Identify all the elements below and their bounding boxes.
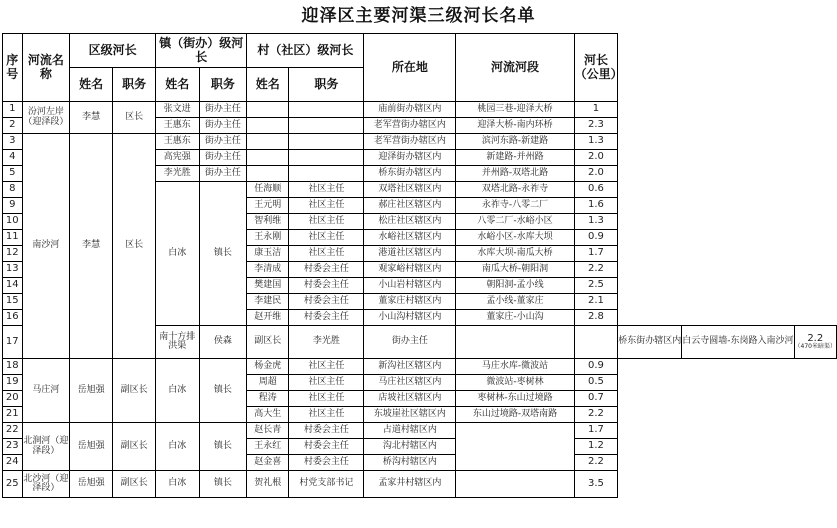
village-name-cell: 赵长青 — [247, 423, 289, 439]
town-name-cell: 白冰 — [156, 182, 199, 326]
location-cell: 庙前街办辖区内 — [364, 102, 456, 118]
length-cell: 3.5 — [574, 471, 618, 498]
village-duty-cell: 村委会主任 — [289, 423, 364, 439]
town-name-cell: 白冰 — [156, 423, 199, 471]
town-duty-cell: 镇长 — [199, 359, 247, 423]
town-duty-cell: 镇长 — [199, 423, 247, 471]
header-town-name: 姓名 — [156, 68, 199, 102]
village-name-cell: 康玉洁 — [247, 246, 289, 262]
village-name-cell: 杨金虎 — [247, 359, 289, 375]
table-row — [3, 102, 837, 118]
header-town: 镇（街办）级河长 — [156, 34, 247, 68]
seq-cell: 12 — [3, 246, 23, 262]
village-name-cell: 任海顺 — [247, 182, 289, 198]
length-cell: 1 — [574, 102, 618, 118]
seq-cell: 5 — [3, 166, 23, 182]
village-duty-cell: 村委会主任 — [289, 439, 364, 455]
river-chief-table — [2, 33, 837, 498]
location-cell: 港道社区辖区内 — [364, 246, 456, 262]
table-row — [3, 359, 837, 375]
town-name-cell: 李光胜 — [289, 326, 364, 359]
header-village: 村（社区）级河长 — [247, 34, 364, 68]
location-cell: 东坡崖社区辖区内 — [364, 407, 456, 423]
town-name-cell: 高宪强 — [156, 150, 199, 166]
district-name-cell: 岳旭强 — [70, 471, 113, 498]
village-duty-cell: 社区主任 — [289, 214, 364, 230]
village-duty-cell: 社区主任 — [289, 391, 364, 407]
header-river: 河流名称 — [22, 34, 70, 102]
segment-cell: 白云寺圆墙-东岗路入南沙河 — [682, 326, 794, 359]
seq-cell: 9 — [3, 198, 23, 214]
segment-cell — [456, 471, 574, 498]
district-name-cell: 岳旭强 — [70, 423, 113, 471]
village-name-cell: 王元明 — [247, 198, 289, 214]
district-duty-cell: 副区长 — [113, 359, 156, 423]
town-name-cell: 王惠东 — [156, 118, 199, 134]
location-cell: 孟家井村辖区内 — [364, 471, 456, 498]
village-duty-cell — [289, 102, 364, 118]
village-name-cell — [247, 150, 289, 166]
length-value: 2.2 — [807, 332, 824, 344]
district-duty-cell: 区长 — [113, 134, 156, 359]
header-town-duty: 职务 — [199, 68, 247, 102]
village-name-cell: 李建民 — [247, 294, 289, 310]
village-name-cell — [247, 134, 289, 150]
segment-cell: 并州路-双塔北路 — [456, 166, 574, 182]
village-name-cell: 智利维 — [247, 214, 289, 230]
district-duty-cell: 区长 — [113, 102, 156, 134]
village-duty-cell — [289, 166, 364, 182]
district-name-cell: 岳旭强 — [70, 359, 113, 423]
village-duty-cell: 社区主任 — [289, 359, 364, 375]
segment-cell: 桃园三巷-迎泽大桥 — [456, 102, 574, 118]
village-name-cell: 樊建国 — [247, 278, 289, 294]
segment-cell: 永祚寺-八零二厂 — [456, 198, 574, 214]
location-cell: 郝庄社区辖区内 — [364, 198, 456, 214]
segment-cell: 双塔北路-永祚寺 — [456, 182, 574, 198]
segment-cell: 水峪小区-水库大坝 — [456, 230, 574, 246]
village-duty-cell: 社区主任 — [289, 375, 364, 391]
segment-cell: 东山过境路-双塔南路 — [456, 407, 574, 423]
segment-cell — [456, 423, 574, 471]
village-duty-cell: 社区主任 — [289, 407, 364, 423]
seq-cell: 18 — [3, 359, 23, 375]
location-cell: 桥沟村辖区内 — [364, 455, 456, 471]
length-cell: 2.0 — [574, 150, 618, 166]
district-name-cell: 李慧 — [70, 134, 113, 359]
town-duty-cell: 街办主任 — [199, 102, 247, 118]
seq-cell: 4 — [3, 150, 23, 166]
town-duty-cell: 镇长 — [199, 471, 247, 498]
river-name-cell: 马庄河 — [22, 359, 70, 423]
village-duty-cell: 社区主任 — [289, 182, 364, 198]
length-cell: 2.2 — [574, 455, 618, 471]
location-cell: 沟北村辖区内 — [364, 439, 456, 455]
header-village-duty: 职务 — [289, 68, 364, 102]
seq-cell: 23 — [3, 439, 23, 455]
village-name-cell — [247, 118, 289, 134]
length-cell — [794, 326, 836, 359]
length-cell: 1.2 — [574, 439, 618, 455]
location-cell: 小山岩村辖区内 — [364, 278, 456, 294]
village-name-cell: 周超 — [247, 375, 289, 391]
segment-cell: 新建路-并州路 — [456, 150, 574, 166]
length-cell: 0.5 — [574, 375, 618, 391]
length-cell: 2.0 — [574, 166, 618, 182]
town-name-cell: 张文进 — [156, 102, 199, 118]
river-name-cell: 汾河左岸（迎泽段） — [22, 102, 70, 134]
length-cell: 0.6 — [574, 182, 618, 198]
village-duty-cell — [289, 118, 364, 134]
length-cell: 1.7 — [574, 246, 618, 262]
village-name-cell: 李清成 — [247, 262, 289, 278]
village-name-cell — [456, 326, 574, 359]
seq-cell: 1 — [3, 102, 23, 118]
location-cell: 迎泽街办辖区内 — [364, 150, 456, 166]
location-cell: 老军营街办辖区内 — [364, 134, 456, 150]
district-duty-cell: 副区长 — [113, 423, 156, 471]
village-duty-cell: 社区主任 — [289, 246, 364, 262]
header-seq: 序号 — [3, 34, 23, 102]
segment-cell: 微波站-枣树林 — [456, 375, 574, 391]
seq-cell: 19 — [3, 375, 23, 391]
village-duty-cell — [574, 326, 618, 359]
location-cell: 新沟社区辖区内 — [364, 359, 456, 375]
seq-cell: 24 — [3, 455, 23, 471]
segment-cell: 八零二厂-水峪小区 — [456, 214, 574, 230]
seq-cell: 20 — [3, 391, 23, 407]
location-cell: 桥东街办辖区内 — [618, 326, 682, 359]
header-segment: 河流河段 — [456, 34, 574, 102]
length-cell: 2.3 — [574, 118, 618, 134]
village-name-cell — [247, 102, 289, 118]
location-cell: 占道村辖区内 — [364, 423, 456, 439]
segment-cell: 枣树林-东山过境路 — [456, 391, 574, 407]
location-cell: 观家峪村辖区内 — [364, 262, 456, 278]
header-district-duty: 职务 — [113, 68, 156, 102]
length-cell: 0.9 — [574, 230, 618, 246]
length-cell: 2.8 — [574, 310, 618, 326]
length-cell: 1.3 — [574, 134, 618, 150]
town-duty-cell: 街办主任 — [364, 326, 456, 359]
village-name-cell — [247, 166, 289, 182]
village-duty-cell: 村委会主任 — [289, 278, 364, 294]
location-cell: 松庄社区辖区内 — [364, 214, 456, 230]
segment-cell: 董家庄-小山沟 — [456, 310, 574, 326]
location-cell: 桥东街办辖区内 — [364, 166, 456, 182]
village-duty-cell — [289, 134, 364, 150]
district-name-cell: 李慧 — [70, 102, 113, 134]
length-cell: 2.1 — [574, 294, 618, 310]
town-duty-cell: 街办主任 — [199, 150, 247, 166]
table-row — [3, 471, 837, 498]
village-duty-cell: 社区主任 — [289, 198, 364, 214]
seq-cell: 14 — [3, 278, 23, 294]
village-duty-cell: 村委会主任 — [289, 455, 364, 471]
length-cell: 0.9 — [574, 359, 618, 375]
town-duty-cell: 街办主任 — [199, 118, 247, 134]
village-name-cell: 贺礼根 — [247, 471, 289, 498]
length-cell: 1.6 — [574, 198, 618, 214]
header-location: 所在地 — [364, 34, 456, 102]
header-village-name: 姓名 — [247, 68, 289, 102]
location-cell: 水峪社区辖区内 — [364, 230, 456, 246]
header-district-name: 姓名 — [70, 68, 113, 102]
village-name-cell: 赵开维 — [247, 310, 289, 326]
town-duty-cell: 镇长 — [199, 182, 247, 326]
district-duty-cell: 副区长 — [247, 326, 289, 359]
document-title: 迎泽区主要河渠三级河长名单 — [301, 6, 536, 26]
village-duty-cell: 社区主任 — [289, 230, 364, 246]
segment-cell: 马庄水库-微波站 — [456, 359, 574, 375]
river-name-cell: 南沙河 — [22, 134, 70, 359]
location-cell: 董家庄村辖区内 — [364, 294, 456, 310]
segment-cell: 滨河东路-新建路 — [456, 134, 574, 150]
length-cell: 2.5 — [574, 278, 618, 294]
location-cell: 老军营街办辖区内 — [364, 118, 456, 134]
location-cell: 小山沟村辖区内 — [364, 310, 456, 326]
seq-cell: 15 — [3, 294, 23, 310]
seq-cell: 25 — [3, 471, 23, 498]
village-duty-cell: 村委会主任 — [289, 310, 364, 326]
location-cell: 双塔社区辖区内 — [364, 182, 456, 198]
river-name-cell: 北涧河（迎泽段） — [22, 423, 70, 471]
length-cell: 2.2 — [574, 262, 618, 278]
village-name-cell: 程涛 — [247, 391, 289, 407]
length-cell: 2.2 — [574, 407, 618, 423]
village-duty-cell: 村委会主任 — [289, 294, 364, 310]
seq-cell: 11 — [3, 230, 23, 246]
length-cell: 1.3 — [574, 214, 618, 230]
seq-cell: 22 — [3, 423, 23, 439]
district-duty-cell: 副区长 — [113, 471, 156, 498]
village-name-cell: 王永刚 — [247, 230, 289, 246]
location-cell: 马庄社区辖区内 — [364, 375, 456, 391]
village-name-cell: 王永红 — [247, 439, 289, 455]
river-name-cell: 南十方排洪渠 — [156, 326, 199, 359]
town-name-cell: 王惠东 — [156, 134, 199, 150]
town-name-cell: 白冰 — [156, 359, 199, 423]
seq-cell: 2 — [3, 118, 23, 134]
seq-cell: 16 — [3, 310, 23, 326]
segment-cell: 迎泽大桥-南内环桥 — [456, 118, 574, 134]
town-duty-cell: 街办主任 — [199, 166, 247, 182]
seq-cell: 21 — [3, 407, 23, 423]
town-duty-cell: 街办主任 — [199, 134, 247, 150]
seq-cell: 13 — [3, 262, 23, 278]
length-cell: 1.7 — [574, 423, 618, 439]
town-name-cell: 白冰 — [156, 471, 199, 498]
seq-cell: 17 — [3, 326, 23, 359]
village-duty-cell: 村党支部书记 — [289, 471, 364, 498]
seq-cell: 3 — [3, 134, 23, 150]
seq-cell: 8 — [3, 182, 23, 198]
length-cell: 0.7 — [574, 391, 618, 407]
location-cell: 店坡社区辖区内 — [364, 391, 456, 407]
seq-cell: 10 — [3, 214, 23, 230]
segment-cell: 水库大坝-南瓜大桥 — [456, 246, 574, 262]
district-name-cell: 侯森 — [199, 326, 247, 359]
length-note: （470米暗渠） — [794, 343, 836, 351]
village-duty-cell — [289, 150, 364, 166]
table-row — [3, 423, 837, 439]
segment-cell: 朝阳洞-孟小线 — [456, 278, 574, 294]
header-row-1 — [3, 34, 837, 68]
village-name-cell: 赵金喜 — [247, 455, 289, 471]
table-row — [3, 134, 837, 150]
header-length: 河长（公里） — [574, 34, 618, 102]
town-name-cell: 李光胜 — [156, 166, 199, 182]
segment-cell: 孟小线-董家庄 — [456, 294, 574, 310]
village-duty-cell: 村委会主任 — [289, 262, 364, 278]
village-name-cell: 高大生 — [247, 407, 289, 423]
segment-cell: 南瓜大桥-朝阳洞 — [456, 262, 574, 278]
header-district: 区级河长 — [70, 34, 156, 68]
river-name-cell: 北沙河（迎泽段） — [22, 471, 70, 498]
